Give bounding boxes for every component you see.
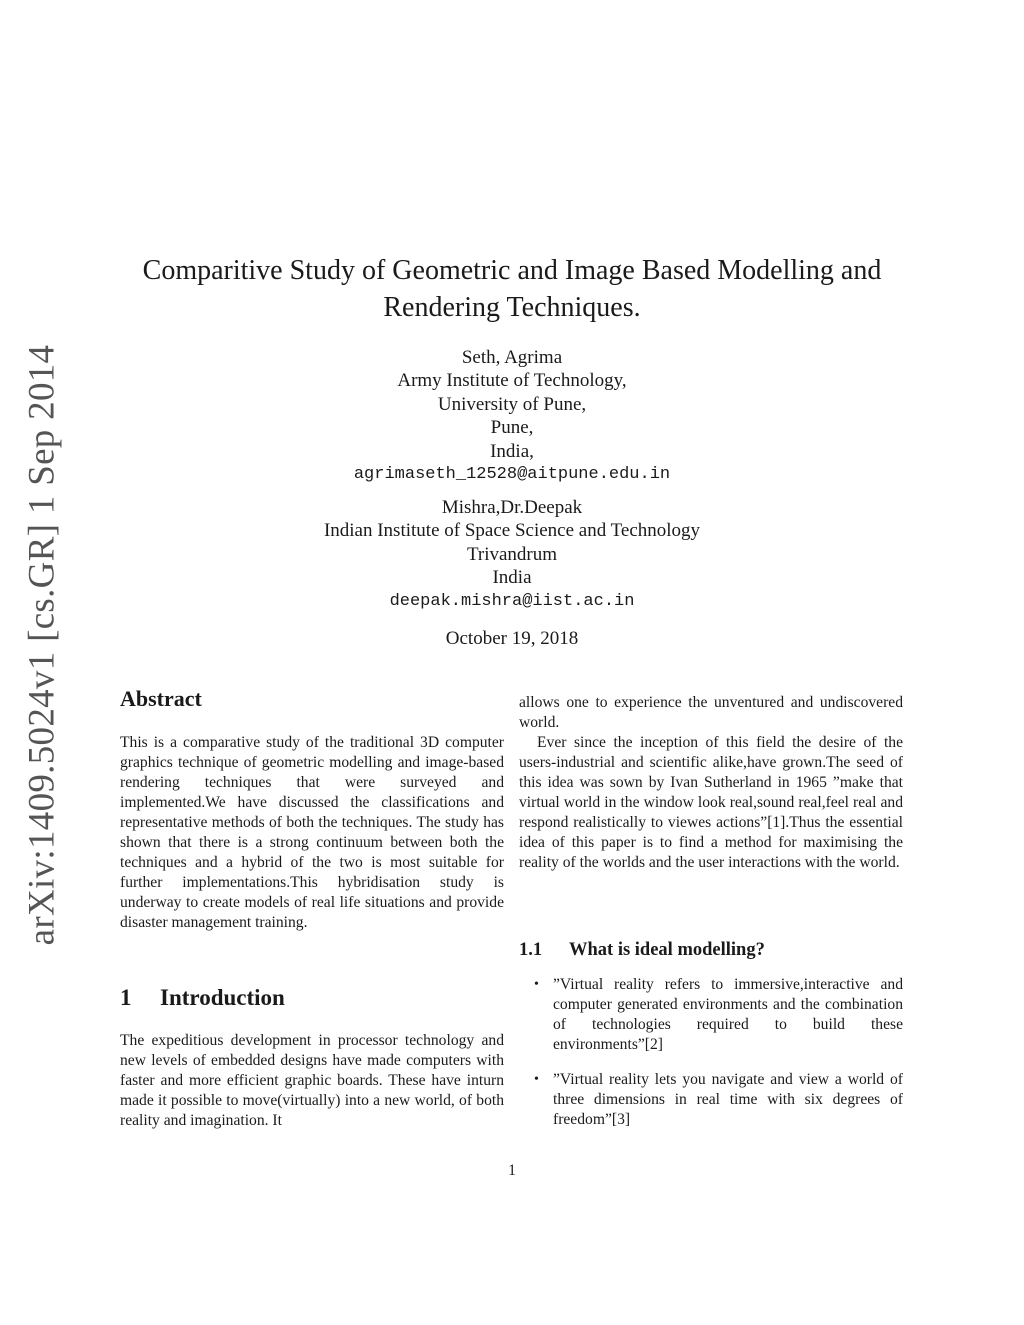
author-name: Seth, Agrima: [461, 347, 563, 368]
author-email[interactable]: deepak.mishra@iist.ac.in: [389, 591, 635, 611]
author-email[interactable]: agrimaseth_12528@aitpune.edu.in: [353, 465, 671, 485]
abstract-heading: Abstract: [120, 686, 202, 711]
affiliation-line: Trivandrum: [466, 543, 558, 565]
section-title: Introduction: [160, 985, 285, 1010]
intro-heading: [120, 985, 285, 1011]
section-number: 1: [120, 985, 132, 1010]
author-name: Mishra,Dr.Deepak: [441, 497, 583, 518]
paper-date: October 19, 2018: [445, 628, 579, 649]
bullet-icon: •: [534, 977, 539, 992]
list-item: [519, 975, 903, 1055]
bullet-list: [519, 975, 903, 1145]
affiliation-line: Army Institute of Technology,: [397, 370, 627, 392]
affiliation-line: Pune,: [490, 417, 534, 439]
affiliation-line: University of Pune,: [437, 393, 587, 415]
abstract-body: This is a comparative study of the traditional 3D computer graphics technique of geometric modelling and image-based rendering techniques that were surveyed and implemented.We have discussed the classifications and representative methods of both the techniques. The study has shown that there is a strong continuum between both the techniques and a hybrid of the two is most suitable for further implementations.This hybridisation study is underway to create models of real life situations and provide disaster management training.: [120, 734, 504, 931]
subsection-heading: [519, 940, 765, 961]
subsection-number: 1.1: [519, 940, 543, 960]
intro-body: The expeditious development in processor technology and new levels of embedded designs have made computers with faster and more efficient graphic boards. These have inturn made it possible to move(virtually) into a new world, of both reality and imagination. It: [120, 1032, 504, 1129]
paper-title: [100, 252, 924, 326]
author-block-1: [200, 346, 824, 486]
right-column-text: [519, 693, 903, 873]
paragraph: allows one to experience the unventured and undiscovered world.: [519, 694, 903, 731]
author-block-2: [200, 496, 824, 613]
list-item: [519, 1070, 903, 1130]
affiliation-line: India,: [490, 440, 534, 462]
affiliation-line: Indian Institute of Space Science and Technology: [323, 520, 701, 542]
title-line-2: Rendering Techniques.: [383, 292, 641, 323]
page-number: 1: [508, 1162, 516, 1179]
subsection-title: What is ideal modelling?: [569, 940, 765, 960]
arxiv-identifier: arXiv:1409.5024v1 [cs.GR] 1 Sep 2014: [21, 344, 63, 946]
list-item-text: ”Virtual reality refers to immersive,interactive and computer generated environments and the combination of technologies required to build these environments”[2]: [553, 976, 903, 1053]
title-line-1: Comparitive Study of Geometric and Image Based Modelling and: [142, 255, 882, 286]
affiliation-line: India: [492, 567, 532, 589]
list-item-text: ”Virtual reality lets you navigate and view a world of three dimensions in real time with six degrees of freedom”[3]: [553, 1071, 903, 1128]
bullet-icon: •: [534, 1072, 539, 1087]
paragraph: Ever since the inception of this field the desire of the users-industrial and scientific alike,have grown.The seed of this idea was sown by Ivan Sutherland in 1965 ”make that virtual world in the window look real,sound real,feel real and respond realistically to viewes actions”[1].Thus the essential idea of this paper is to find a method for maximising the reality of the worlds and the user interactions with the world.: [519, 734, 903, 871]
